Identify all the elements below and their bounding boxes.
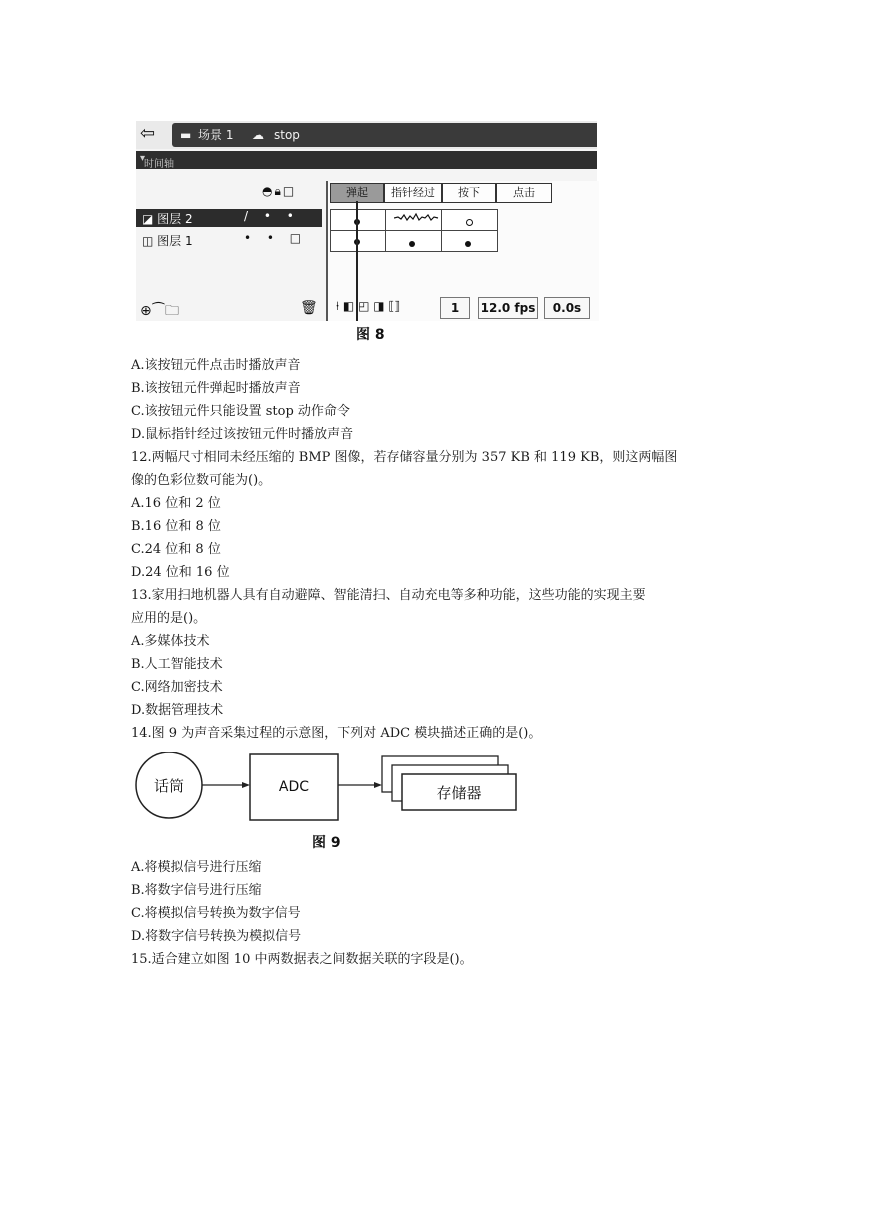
question-line: 15.适合建立如图 10 中两数据表之间数据关联的字段是()。 [131, 952, 473, 967]
option-line: A.多媒体技术 [131, 634, 210, 649]
scene-icon: ▬ [180, 128, 192, 142]
storage-label: 存储器 [436, 784, 482, 802]
figure-9-diagram [134, 752, 534, 828]
motion-guide-icon: ⁀ [152, 303, 165, 319]
modify-markers-icon: ⟦⟧ [388, 299, 401, 313]
frame-header-over: 指针经过 [384, 183, 442, 203]
onion-skin-icons [336, 299, 400, 314]
scene-label: 场景 1 [198, 128, 234, 142]
option-line: B.人工智能技术 [131, 657, 223, 672]
layer-row-2 [136, 209, 322, 227]
arrow-head-icon [242, 782, 250, 788]
sound-waveform-icon [394, 211, 440, 225]
option-line: C.网络加密技术 [131, 680, 223, 695]
center-frame-icon: ⍿ [336, 299, 340, 313]
option-line: C.该按钮元件只能设置 stop 动作命令 [131, 404, 350, 419]
layer-name: ◫ 图层 1 [142, 234, 193, 248]
symbol-icon: ☁ [252, 128, 264, 142]
option-line: B.16 位和 8 位 [131, 519, 221, 534]
keyframe-dot [409, 241, 415, 247]
fps-readout: 12.0 fps [478, 297, 538, 319]
adc-label: ADC [278, 779, 310, 795]
question-line: 14.图 9 为声音采集过程的示意图，下列对 ADC 模块描述正确的是()。 [131, 726, 542, 741]
frame-header-hit: 点击 [496, 183, 552, 203]
figure-8-timeline-screenshot [136, 121, 597, 321]
layer-header-icons [262, 184, 296, 199]
option-line: B.将数字信号进行压缩 [131, 883, 262, 898]
mic-label: 话筒 [153, 777, 185, 795]
back-arrow-icon: ⇦ [140, 123, 156, 144]
frame-header-up: 弹起 [330, 183, 384, 203]
frame-header-down: 按下 [442, 183, 496, 203]
layer-row-1 [136, 231, 322, 249]
folder-icon: 🗀 [165, 303, 180, 319]
current-frame-readout: 1 [440, 297, 470, 319]
timeline-label: ▾ 时间轴 [140, 153, 174, 170]
layer-name: ◪ 图层 2 [142, 212, 193, 226]
layer-name-text: 图层 1 [157, 234, 193, 248]
onion-outline-icon: ◰ [358, 299, 370, 313]
option-line: B.该按钮元件弹起时播放声音 [131, 381, 301, 396]
timeline-label-text: 时间轴 [144, 159, 174, 170]
option-line: A.该按钮元件点击时播放声音 [131, 358, 301, 373]
layer-tool-icons [140, 300, 180, 324]
arrow-head-icon [374, 782, 382, 788]
keyframe-dot [465, 241, 471, 247]
elapsed-time-readout: 0.0s [544, 297, 590, 319]
question-line: 13.家用扫地机器人具有自动避障、智能清扫、自动充电等多种功能，这些功能的实现主要 [131, 588, 646, 603]
option-line: D.将数字信号转换为模拟信号 [131, 929, 302, 944]
new-layer-icon: ⊕ [140, 303, 153, 319]
outline-icon: □ [282, 184, 297, 198]
option-line: D.鼠标指针经过该按钮元件时播放声音 [131, 427, 354, 442]
figure-9-caption: 图 9 [312, 835, 341, 851]
scene-bar [136, 121, 597, 149]
symbol-label: stop [274, 128, 300, 142]
option-line: C.24 位和 8 位 [131, 542, 221, 557]
empty-keyframe-ring [466, 219, 473, 226]
trash-icon: 🗑 [300, 300, 318, 316]
edit-multiple-icon: ◨ [373, 299, 385, 313]
onion-skin-icon: ◧ [342, 299, 355, 313]
figure-8-caption: 图 8 [356, 327, 385, 343]
lock-icon: 🔒︎ [274, 184, 283, 198]
option-line: A.16 位和 2 位 [131, 496, 221, 511]
timeline-panel-header [136, 151, 597, 169]
option-line: C.将模拟信号转换为数字信号 [131, 906, 301, 921]
layer-flags: • • □ [244, 231, 308, 245]
eye-icon: ◓ [262, 184, 275, 198]
question-line: 像的色彩位数可能为()。 [131, 473, 272, 488]
question-line: 12.两幅尺寸相同未经压缩的 BMP 图像，若存储容量分别为 357 KB 和 119 KB，则这两幅图 [131, 450, 678, 465]
option-line: D.24 位和 16 位 [131, 565, 230, 580]
option-line: A.将模拟信号进行压缩 [131, 860, 262, 875]
question-line: 应用的是()。 [131, 611, 207, 626]
layer-flags: / • • [244, 209, 300, 223]
scene-breadcrumb [172, 123, 597, 147]
layer-name-text: 图层 2 [157, 212, 193, 226]
option-line: D.数据管理技术 [131, 703, 224, 718]
